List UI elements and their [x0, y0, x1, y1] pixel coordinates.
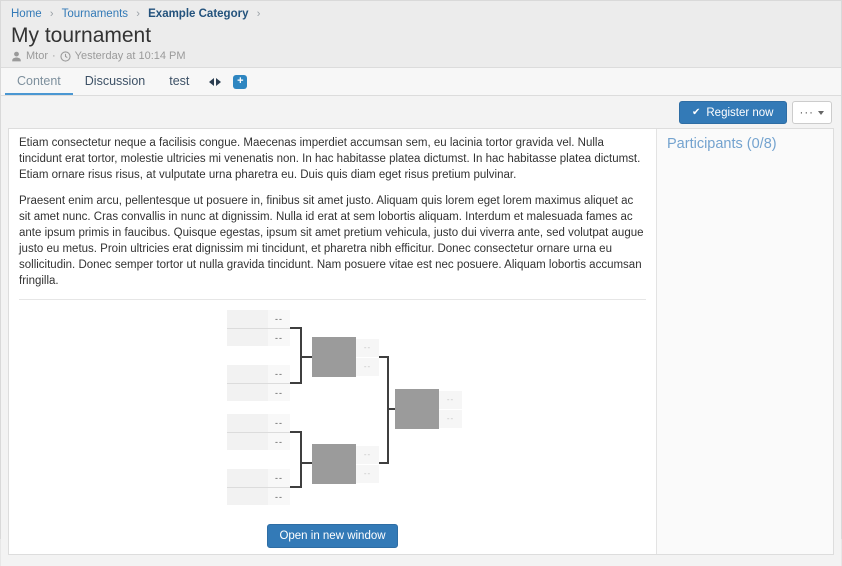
match-slots: [356, 444, 379, 484]
bracket-slot: [227, 365, 290, 383]
bracket-slot: [227, 469, 290, 487]
tab-content[interactable]: Content: [5, 68, 73, 95]
post-meta: [11, 50, 831, 63]
match-box: [312, 337, 356, 377]
bracket-round1-match: [227, 469, 290, 505]
clock-icon: [60, 51, 71, 62]
bracket-final-match: [395, 389, 462, 429]
bracket-round1-match: [227, 310, 290, 346]
breadcrumb-current-category[interactable]: Example Category: [148, 8, 249, 20]
bracket-slot: [227, 383, 290, 401]
bracket-round1-match: [227, 414, 290, 450]
bracket-semifinal-match: [312, 337, 379, 377]
match-slots: [356, 337, 379, 377]
bracket-connector: [302, 462, 312, 464]
breadcrumb-home[interactable]: Home: [11, 8, 42, 20]
bracket-round1-match: [227, 365, 290, 401]
tab-test[interactable]: test: [169, 73, 190, 88]
score-placeholder: --: [268, 433, 290, 450]
bracket-slot: [227, 487, 290, 505]
tab-discussion[interactable]: Discussion: [84, 73, 146, 88]
bracket-slot: [227, 328, 290, 346]
caret-down-icon: [818, 111, 824, 115]
score-placeholder: --: [268, 329, 290, 346]
match-box: [395, 389, 439, 429]
score-placeholder: --: [268, 488, 290, 505]
triangle-right-icon: [216, 78, 221, 86]
bracket-connector: [379, 356, 387, 358]
reorder-tabs-icon[interactable]: [209, 78, 221, 86]
bracket-connector: [389, 408, 395, 410]
triangle-left-icon: [209, 78, 214, 86]
bracket-slot: [227, 310, 290, 328]
participants-title: Participants (0/8): [667, 136, 777, 152]
register-button-label: Register now: [706, 106, 774, 119]
match-box: [312, 444, 356, 484]
user-icon: [11, 51, 22, 62]
content-paragraph: Praesent enim arcu, pellentesque ut posuere in, finibus sit amet justo. Aliquam quis lorem eget lorem maximus aliquet ac sit amet nunc. Cras convallis in nunc at dignissim. Nulla id erat at sem lobortis aliquam. Interdum et malesuada fames ac ante ipsum primis in faucibus. Quisque egestas, ipsum sit amet pretium vehicula, justo dui viverra ante, sed volutpat augue justo eu metus. Proin ultricies erat dignissim mi tincidunt, et pharetra nibh efficitur. Donec consectetur ornare urna eu sollicitudin. Donec semper tortor ut nulla gravida tincidunt. Nam posuere vitae est nec posuere. Aliquam lobortis accumsan fringilla.: [19, 195, 644, 287]
register-button[interactable]: [679, 101, 787, 124]
breadcrumb-separator: ›: [49, 8, 54, 20]
ellipsis-icon: ···: [799, 106, 814, 119]
score-placeholder: --: [356, 465, 379, 483]
content-divider: [19, 299, 646, 300]
content-main: [9, 129, 656, 554]
tournament-bracket: [227, 310, 467, 508]
tab-actions: [209, 68, 247, 95]
open-button-row: [19, 524, 646, 548]
score-placeholder: --: [356, 339, 379, 357]
tab-bar: [1, 67, 841, 96]
participants-sidebar: [656, 129, 833, 554]
action-toolbar: [1, 96, 841, 128]
breadcrumb: [11, 7, 831, 21]
breadcrumb-tournaments[interactable]: Tournaments: [61, 8, 129, 20]
score-placeholder: --: [268, 469, 290, 487]
author-name: Mtor: [26, 50, 48, 62]
bracket-connector: [387, 356, 389, 464]
add-tab-button[interactable]: +: [233, 75, 247, 89]
score-placeholder: --: [356, 446, 379, 464]
breadcrumb-separator: ›: [256, 8, 261, 20]
score-placeholder: --: [356, 358, 379, 376]
match-slots: [439, 389, 462, 429]
content-panel: [8, 128, 834, 555]
bracket-connector: [302, 356, 312, 358]
bracket-semifinal-match: [312, 444, 379, 484]
bracket-slot: [227, 414, 290, 432]
page-title: My tournament: [11, 24, 152, 47]
score-placeholder: --: [268, 384, 290, 401]
bracket-connector: [379, 462, 387, 464]
check-icon: ✔: [691, 106, 701, 118]
content-paragraph: Etiam consectetur neque a facilisis congue. Maecenas imperdiet accumsan sem, eu lacinia tortor gravida vel. Nulla tincidunt erat tortor, molestie ultricies mi venenatis non. In hac habitasse platea dictumst. In hac habitasse platea dictumst. Etiam ornare risus risus, at vulputate urna pharetra eu. Duis quis diam eget risus pretium pulvinar.: [19, 137, 641, 181]
breadcrumb-separator: ›: [136, 8, 140, 20]
score-placeholder: --: [439, 410, 462, 428]
page-body: [1, 96, 841, 566]
score-placeholder: --: [268, 365, 290, 383]
timestamp: Yesterday at 10:14 PM: [74, 50, 186, 62]
page-header: [1, 1, 841, 67]
bracket-connector: [300, 431, 302, 488]
open-new-window-button[interactable]: Open in new window: [267, 524, 397, 548]
score-placeholder: --: [268, 310, 290, 328]
score-placeholder: --: [439, 391, 462, 409]
meta-separator: ·: [52, 50, 56, 62]
score-placeholder: --: [268, 414, 290, 432]
bracket-slot: [227, 432, 290, 450]
more-actions-button[interactable]: [792, 101, 833, 124]
